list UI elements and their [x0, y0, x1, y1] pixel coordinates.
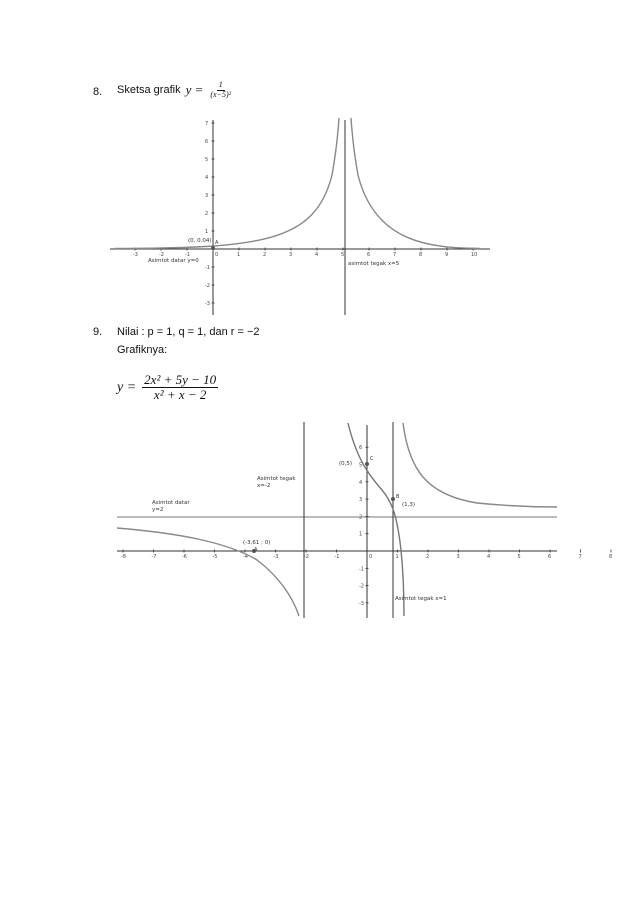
graph-2-point-c-label: (0,5)	[339, 461, 353, 467]
x-tick-label: 6	[367, 252, 371, 258]
graph-1-va-label: asimtot tegak x=5	[348, 261, 400, 267]
y-tick-label: -2	[359, 583, 364, 590]
problem-9-line1: Nilai : p = 1, q = 1, dan r = −2	[117, 326, 260, 338]
x-tick-label: -2	[304, 554, 309, 560]
x-tick-label: 2	[426, 554, 430, 560]
graph-2-curve-left	[117, 528, 299, 616]
y-tick-label: -1	[205, 265, 210, 271]
x-tick-label: 4	[315, 252, 319, 258]
graph-1	[110, 115, 490, 320]
x-tick-label: -3	[133, 252, 138, 258]
y-tick-label: -2	[205, 283, 210, 289]
problem-8-text	[117, 81, 233, 100]
x-tick-label: 2	[263, 252, 267, 258]
y-tick-label: -1	[359, 566, 364, 573]
x-tick-label: 0	[369, 554, 373, 560]
graph-2-curve-middle	[348, 423, 404, 616]
y-tick-label: 6	[359, 445, 363, 452]
y-tick-label: 5	[205, 157, 209, 163]
y-tick-label: 5	[359, 462, 363, 469]
x-tick-label: 3	[456, 554, 460, 560]
y-tick-label: 7	[205, 121, 209, 127]
y-tick-label: 3	[359, 497, 363, 504]
graph-2-point-b	[391, 497, 395, 501]
x-tick-label: 9	[445, 252, 449, 258]
graph-2-point-c-name: C	[370, 456, 374, 462]
x-tick-label: 4	[487, 554, 491, 560]
graph-2-va-right-label: Asimtot tegak x=1	[395, 596, 447, 602]
graph-2-ha-label-2: y=2	[152, 507, 164, 513]
x-tick-label: 1	[237, 252, 241, 258]
graph-1-point-a	[211, 246, 215, 250]
x-tick-label: -2	[159, 252, 164, 258]
graph-1-ha-label: Asimtot datar y=0	[148, 258, 199, 264]
x-tick-label: 8	[609, 554, 613, 560]
x-tick-label: -4	[243, 554, 248, 560]
x-tick-label: 10	[471, 252, 478, 258]
x-tick-label: -7	[151, 554, 157, 560]
problem-9-number: 9.	[93, 326, 103, 338]
graph-2-va-left-label-2: x=-2	[257, 483, 271, 489]
x-tick-label: -5	[212, 554, 218, 560]
graph-2	[117, 420, 613, 620]
x-tick-label: 7	[393, 252, 397, 258]
y-tick-label: 1	[205, 229, 209, 235]
graph-1-point-name: A	[215, 240, 219, 246]
y-tick-label: 2	[359, 514, 363, 521]
graph-2-point-b-name: B	[396, 494, 400, 500]
problem-9-fraction	[142, 373, 218, 403]
problem-9-line2: Grafiknya:	[117, 344, 168, 356]
graph-2-point-a-name: A	[254, 547, 258, 553]
problem-9-numerator: 2x² + 5y − 10	[144, 372, 217, 387]
x-tick-label: 6	[548, 554, 552, 560]
graph-1-point-label: (0, 0.04)	[188, 238, 212, 244]
x-tick-label: -8	[121, 554, 126, 560]
problem-8-number: 8.	[93, 86, 103, 98]
y-tick-label: 4	[359, 479, 363, 486]
x-tick-label: 5	[341, 252, 345, 258]
x-tick-label: -3	[273, 554, 279, 560]
x-tick-label: 1	[395, 554, 399, 560]
x-tick-label: 0	[215, 252, 219, 258]
x-tick-label: 3	[289, 252, 293, 258]
y-tick-label: 6	[205, 139, 209, 145]
x-tick-label: 8	[419, 252, 423, 258]
y-tick-label: 1	[359, 531, 363, 538]
y-tick-label: 3	[205, 193, 209, 199]
y-tick-label: -3	[205, 301, 210, 307]
problem-9-denominator: x² + x − 2	[153, 387, 207, 403]
graph-1-curve-right	[351, 118, 480, 249]
problem-8-label: Sketsa grafik	[117, 84, 181, 97]
graph-2-point-a-label: (-3,61 ; 0)	[243, 540, 271, 546]
y-tick-label: 2	[205, 211, 209, 217]
graph-2-axes	[117, 422, 557, 618]
problem-8-numerator: 1	[218, 80, 223, 89]
problem-8-lhs: y =	[185, 82, 204, 98]
x-tick-label: -1	[185, 252, 190, 258]
y-tick-label: 4	[205, 175, 209, 181]
problem-9-lhs: y =	[117, 379, 137, 395]
x-tick-label: -6	[182, 554, 187, 560]
y-tick-label: -3	[359, 600, 364, 607]
graph-2-point-b-label: (1,3)	[402, 502, 416, 508]
problem-8-fraction	[208, 81, 233, 100]
graph-1-curve-left	[115, 118, 339, 249]
x-tick-label: 7	[578, 554, 582, 560]
graph-2-point-c	[365, 462, 369, 466]
problem-8-denominator: (x−5)²	[210, 89, 232, 99]
graph-2-ha-label-1: Asimtot datar	[152, 500, 190, 506]
problem-9-equation	[117, 373, 218, 403]
x-tick-label: 5	[517, 554, 521, 560]
x-tick-label: -1	[334, 554, 340, 560]
graph-2-va-left-label-1: Asimtot tegak	[257, 476, 296, 482]
graph-1-axes	[110, 120, 490, 315]
graph-2-curve-right	[403, 423, 557, 507]
